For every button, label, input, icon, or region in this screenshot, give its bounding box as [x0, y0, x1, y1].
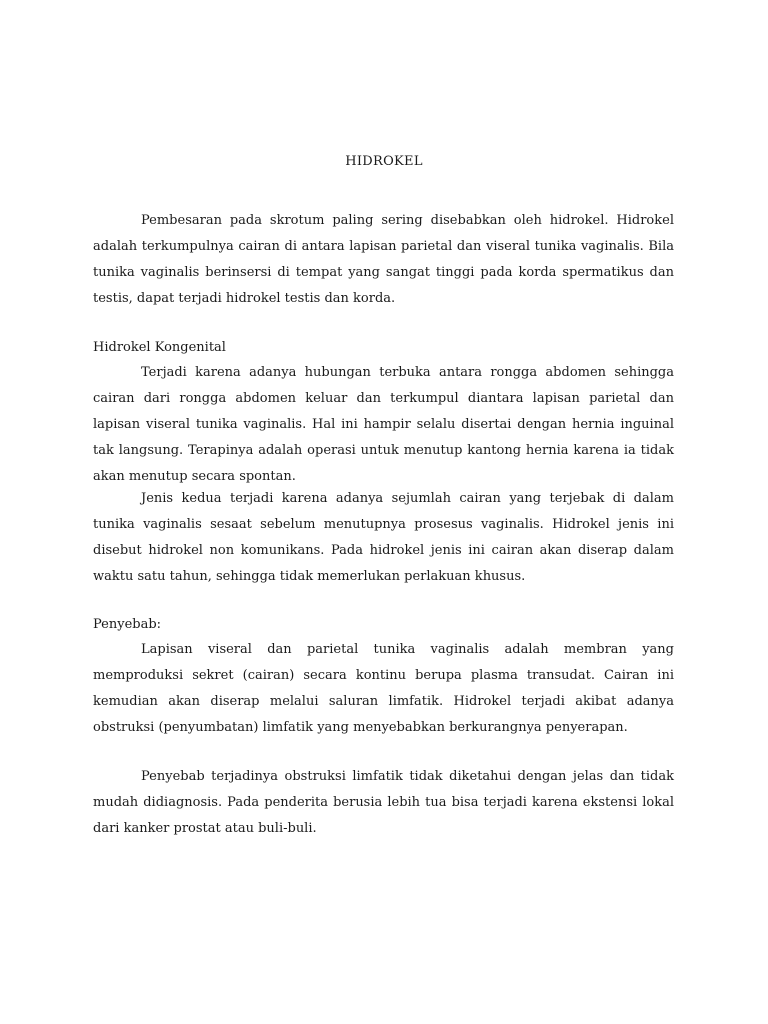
- intro-paragraph: Pembesaran pada skrotum paling sering disebabkan oleh hidrokel. Hidrokel adalah terkumpulnya cairan di antara lapisan parietal dan viseral tunika vaginalis. Bila tunika vaginalis berinsersi di tempat yang sangat tinggi pada korda spermatikus dan testis, dapat terjadi hidrokel testis dan korda.: [93, 213, 674, 306]
- section-heading-penyebab: Penyebab:: [93, 617, 162, 632]
- penyebab-paragraph-2: Penyebab terjadinya obstruksi limfatik tidak diketahui dengan jelas dan tidak mudah didiagnosis. Pada penderita berusia lebih tua bisa terjadi karena ekstensi lokal dari kanker prostat atau buli-buli.: [93, 769, 674, 836]
- kongenital-paragraph-2: Jenis kedua terjadi karena adanya sejumlah cairan yang terjebak di dalam tunika vaginalis sesaat sebelum menutupnya prosesus vaginalis. Hidrokel jenis ini disebut hidrokel non komunikans. Pada hidrokel jenis ini cairan akan diserap dalam waktu satu tahun, sehingga tidak memerlukan perlakuan khusus.: [93, 491, 674, 584]
- section-heading-kongenital: Hidrokel Kongenital: [93, 340, 226, 355]
- penyebab-paragraph-1: Lapisan viseral dan parietal tunika vaginalis adalah membran yang memproduksi sekret (cairan) secara kontinu berupa plasma transudat. Cairan ini kemudian akan diserap melalui saluran limfatik. Hidrokel terjadi akibat adanya obstruksi (penyumbatan) limfatik yang menyebabkan berkurangnya penyerapan.: [93, 642, 674, 735]
- document-title: HIDROKEL: [345, 154, 423, 169]
- kongenital-paragraph-1: Terjadi karena adanya hubungan terbuka antara rongga abdomen sehingga cairan dari rongga abdomen keluar dan terkumpul diantara lapisan parietal dan lapisan viseral tunika vaginalis. Hal ini hampir selalu disertai dengan hernia inguinal tak langsung. Terapinya adalah operasi untuk menutup kantong hernia karena ia tidak akan menutup secara spontan.: [93, 365, 674, 484]
